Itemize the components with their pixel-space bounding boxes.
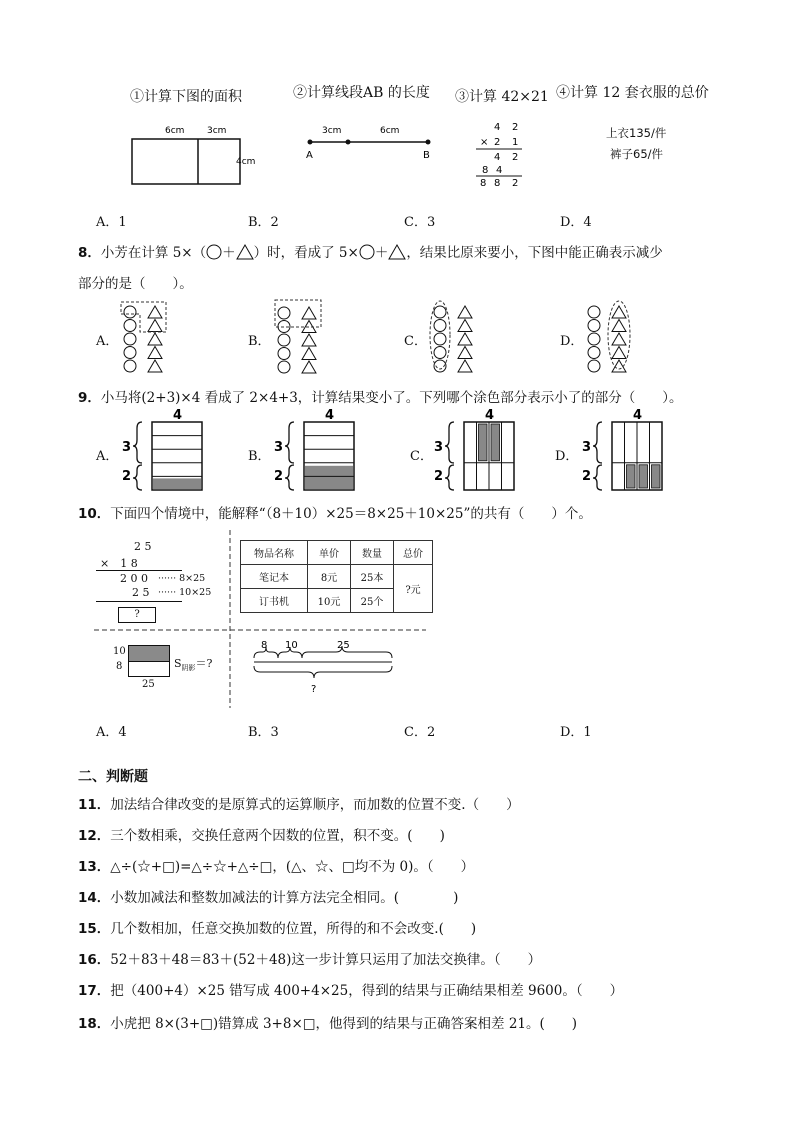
q7-option-c[interactable]: C．3 (404, 215, 436, 230)
q7-option-b[interactable]: B．2 (248, 215, 279, 230)
q7-item-2: ②计算线段AB 的长度 (293, 85, 430, 101)
q8-figure-c (428, 300, 480, 374)
rect-label-3cm: 3cm (207, 126, 227, 136)
svg-text:4: 4 (325, 408, 335, 423)
seg-point-b: B (423, 150, 430, 161)
svg-text:3: 3 (582, 440, 592, 455)
judge-item-16: 16．52＋83＋48＝83＋(52＋48)这一步计算只运用了加法交换律。（ ） (78, 952, 542, 968)
q9-option-b[interactable]: B． (248, 449, 271, 464)
svg-text:4: 4 (496, 165, 503, 176)
rect-label-6cm: 6cm (165, 126, 185, 136)
q10-line: 10．下面四个情境中，能解释“（8＋10）×25＝8×25＋10×25”的共有（ ）个。 (78, 506, 592, 522)
q9-figure-d (578, 408, 673, 492)
q8-option-c[interactable]: C． (404, 334, 427, 349)
q10-option-d[interactable]: D．1 (560, 725, 592, 740)
q8-option-a[interactable]: A． (96, 334, 119, 349)
q9-figure-a (118, 408, 213, 492)
judge-item-15: 15．几个数相加，任意交换加数的位置，所得的和不会改变.( ) (78, 921, 477, 937)
q8-figure-d (582, 300, 634, 374)
svg-text:8: 8 (494, 178, 501, 189)
q8-option-b[interactable]: B． (248, 334, 271, 349)
q9-option-a[interactable]: A． (96, 449, 119, 464)
q8-figure-a (118, 300, 170, 374)
svg-text:3: 3 (274, 440, 284, 455)
svg-text:2: 2 (512, 122, 519, 133)
judge-item-17: 17．把（400+4）×25 错写成 400+4×25，得到的结果与正确结果相差 9600。（ ） (78, 983, 624, 999)
judge-item-18: 18．小虎把 8×(3+□)错算成 3+8×□，他得到的结果与正确答案相差 21。( ) (78, 1016, 578, 1032)
q9-figure-c (430, 408, 525, 492)
q9-line: 9．小马将(2+3)×4 看成了 2×4+3，计算结果变小了。下列哪个涂色部分表示小了的部分（ ）。 (78, 390, 683, 406)
svg-text:1: 1 (512, 137, 519, 148)
svg-text:2: 2 (434, 469, 444, 484)
q10-option-c[interactable]: C．2 (404, 725, 436, 740)
judge-item-11: 11．加法结合律改变的是原算式的运算顺序，而加数的位置不变.（ ） (78, 797, 520, 813)
svg-text:4: 4 (485, 408, 495, 423)
circle-icon (206, 244, 222, 260)
svg-text:8: 8 (261, 640, 268, 651)
svg-text:10: 10 (285, 640, 298, 651)
svg-text:8: 8 (482, 165, 489, 176)
q8-figure-b (272, 298, 324, 374)
seg-point-a: A (306, 150, 313, 161)
svg-text:3: 3 (122, 440, 132, 455)
seg-label-6cm: 6cm (380, 126, 400, 136)
svg-text:2: 2 (512, 152, 519, 163)
triangle-icon (388, 244, 406, 260)
rect-label-4cm: 4cm (236, 157, 256, 167)
triangle-icon (236, 244, 254, 260)
judge-item-12: 12．三个数相乘，交换任意两个因数的位置，积不变。( ) (78, 828, 445, 844)
svg-text:2: 2 (494, 137, 501, 148)
segment-figure (300, 120, 445, 162)
q8-line-1: 8．小芳在计算 5×（ ＋ ）时，看成了 5× ＋ ，结果比原来要小，下图中能正确表示减少 (78, 245, 663, 261)
q7-item-4: ④计算 12 套衣服的总价 (556, 85, 709, 101)
clothes-line-1: 上衣135/件 (606, 126, 667, 140)
clothes-line-2: 裤子65/件 (610, 147, 664, 161)
q7-option-d[interactable]: D．4 (560, 215, 592, 230)
svg-text:2: 2 (582, 469, 592, 484)
section-title-judgement: 二、判断题 (78, 769, 148, 785)
q8-line-2: 部分的是（ ）。 (78, 276, 193, 292)
svg-text:2: 2 (122, 469, 132, 484)
judge-item-13: 13．△÷(☆+□)=△÷☆+△÷□，(△、☆、□均不为 0)。（ ） (78, 859, 475, 875)
vertical-multiplication (470, 118, 530, 190)
circle-icon (359, 244, 375, 260)
q10-line-diagram (248, 640, 418, 700)
svg-text:3: 3 (434, 440, 444, 455)
q7-option-a[interactable]: A．1 (96, 215, 127, 230)
rectangle-figure (120, 118, 270, 190)
q7-item-3: ③计算 42×21 (455, 89, 549, 105)
q8-option-d[interactable]: D． (560, 334, 584, 349)
seg-label-3cm: 3cm (322, 126, 342, 136)
svg-text:×: × (480, 137, 489, 148)
q9-figure-b (270, 408, 365, 492)
q9-option-d[interactable]: D． (555, 449, 579, 464)
svg-text:2: 2 (512, 178, 519, 189)
svg-text:8: 8 (480, 178, 487, 189)
svg-text:4: 4 (494, 152, 501, 163)
q10-price-table: 物品名称 单价 数量 总价 笔记本 8元 25本 ?元 订书机 10元 25个 (240, 540, 433, 613)
svg-text:25: 25 (337, 640, 350, 651)
q9-option-c[interactable]: C． (410, 449, 433, 464)
q10-option-a[interactable]: A．4 (96, 725, 127, 740)
q10-option-b[interactable]: B．3 (248, 725, 279, 740)
svg-text:2: 2 (274, 469, 284, 484)
svg-text:4: 4 (633, 408, 643, 423)
judge-item-14: 14．小数加减法和整数加减法的计算方法完全相同。( ) (78, 890, 459, 906)
svg-text:?: ? (311, 684, 317, 695)
svg-text:4: 4 (494, 122, 501, 133)
q7-item-1: ①计算下图的面积 (130, 89, 242, 105)
svg-text:4: 4 (173, 408, 183, 423)
